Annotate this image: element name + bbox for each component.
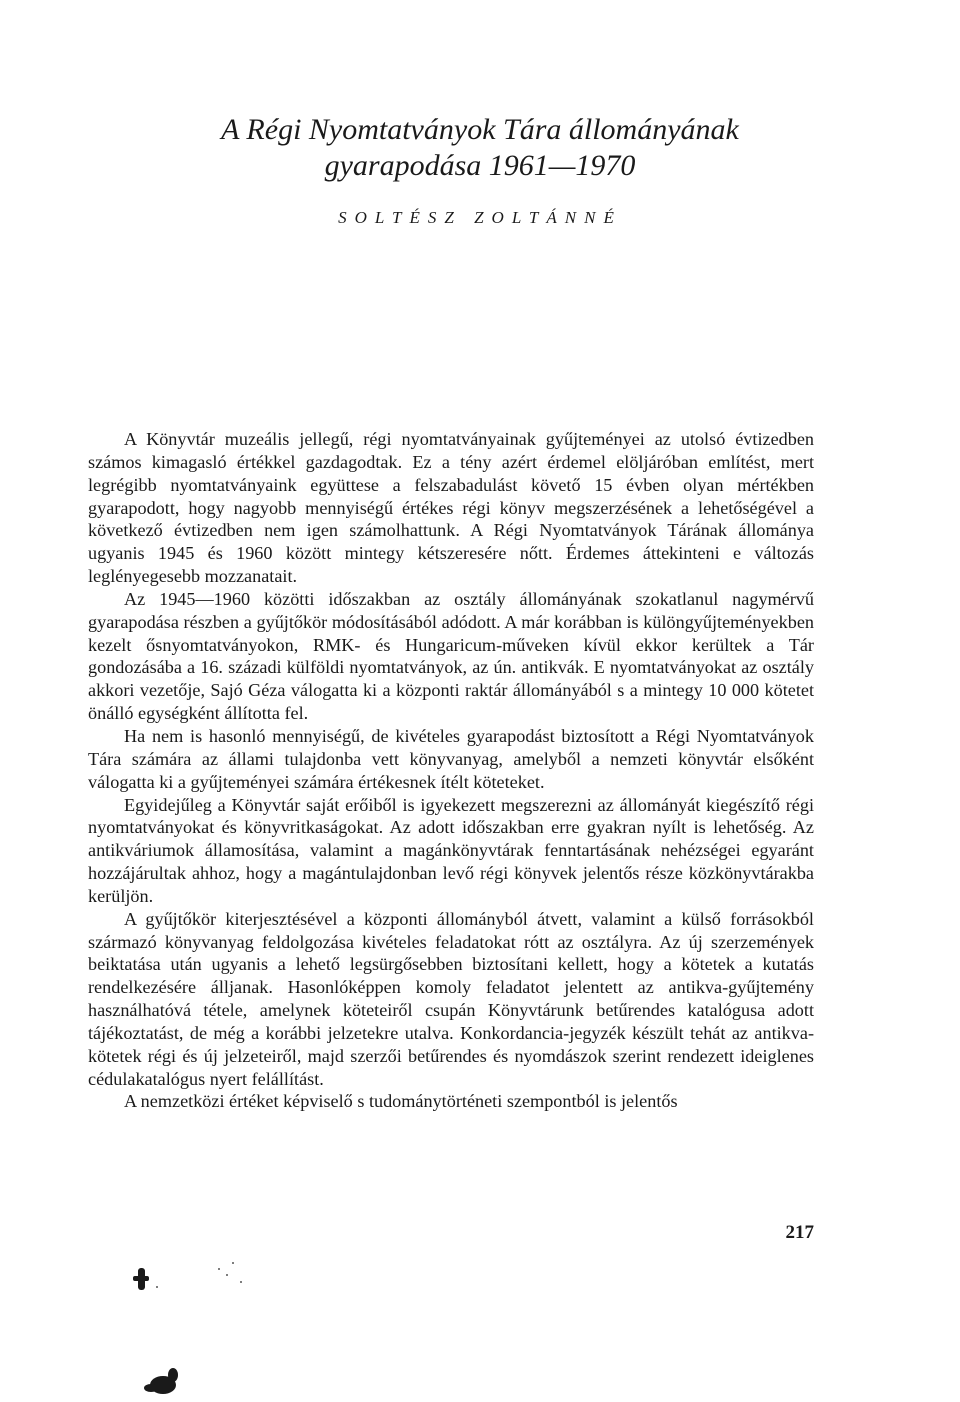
paragraph-6: A nemzetközi értéket képviselő s tudománytörténeti szempontból is jelentős bbox=[124, 1091, 678, 1112]
paragraph-3: Ha nem is hasonló mennyiségű, de kivételes gyarapodást biztosított a Régi Nyomtatványok Tára számára az állami tulajdonba vett könyvanyag, amelyből a nemzeti könyvtár elsőként válogatta ki a gyűjteményei számára értékesnek ítélt köteteket. bbox=[88, 725, 814, 792]
page-number: 217 bbox=[785, 1222, 814, 1243]
article-author: SOLTÉSZ ZOLTÁNNÉ bbox=[338, 208, 622, 227]
paragraph-4: Egyidejűleg a Könyvtár saját erőiből is igyekezett megszerezni az állományát kiegészítő régi nyomtatványokat és könyvritkaságokat. Az adott időszakban erre gyakran nyílt is lehetőség. Az antikváriumok államosítása, valamint a magánkönyvtárak fenntartásának nehézségei egyaránt hozzájárultak ahhoz, hogy a magántulajdonban levő régi könyvek jelentős része közkönyvtárakba kerüljön. bbox=[88, 794, 814, 906]
paragraph-2: Az 1945—1960 közötti időszakban az osztály állományának szokatlanul nagymérvű gyarapodása részben a gyűjtőkör módosításából adódott. A már korábban is különgyűjteményekben kezelt ősnyomtatványokon, RMK- és Hungaricum-műveken kívül ekkor kerültek a Tár gondozásába a 16. századi külföldi nyomtatványok, az ún. antikvák. E nyomtatványokat az osztály akkori vezetője, Sajó Géza válogatta ki a központi raktár állományából s a mintegy 10 000 kötetet önálló egységként állította fel. bbox=[88, 588, 814, 724]
paragraph-5: A gyűjtőkör kiterjesztésével a központi állományból átvett, valamint a külső forrásokból származó könyvanyag feldolgozása kivételes feladatokat rótt az osztályra. Az új szerzemények beiktatása után ugyanis a lehető legsürgősebben biztosítani kellett, hogy a kötetek a kutatás rendelkezésére álljanak. Hasonlóképpen komoly feladatot jelentett az antikva-gyűjtemény használhatóvá tétele, amelynek köteteiről csupán Könyvtárunk betűrendes katalógusa adott tájékoztatást, de még a korábbi jelzetekre utalva. Konkordancia-jegyzék készült tehát az antikva-kötetek régi és új jelzeteiről, majd szerzői betűrendes és nyomdászok szerint rendezett ideiglenes cédulakatalógus nyert felállítást. bbox=[88, 908, 814, 1089]
article-title-line-2: gyarapodása 1961—1970 bbox=[324, 149, 636, 182]
paragraph-1: A Könyvtár muzeális jellegű, régi nyomtatványainak gyűjteményei az utolsó évtizedben számos kimagasló értékkel gazdagodtak. Ez a tény azért érdemel elöljáróban említést, mert legrégibb nyomtatványaink együttese a felszabadulást követő 15 évben olyan mértékben gyarapodott, hogy nagyobb mennyiségű értékes régi könyv megszerzésének a lehetőségével a következő évtizedben nem igen számolhattunk. A Régi Nyomtatványok Tárának állománya ugyanis 1945 és 1960 között mintegy kétszeresére nőtt. Érdemes áttekinteni e változás leglényegesebb mozzanatait. bbox=[88, 429, 814, 587]
article-body bbox=[88, 428, 814, 1113]
article-title-line-1: A Régi Nyomtatványok Tára állományának bbox=[221, 113, 739, 146]
